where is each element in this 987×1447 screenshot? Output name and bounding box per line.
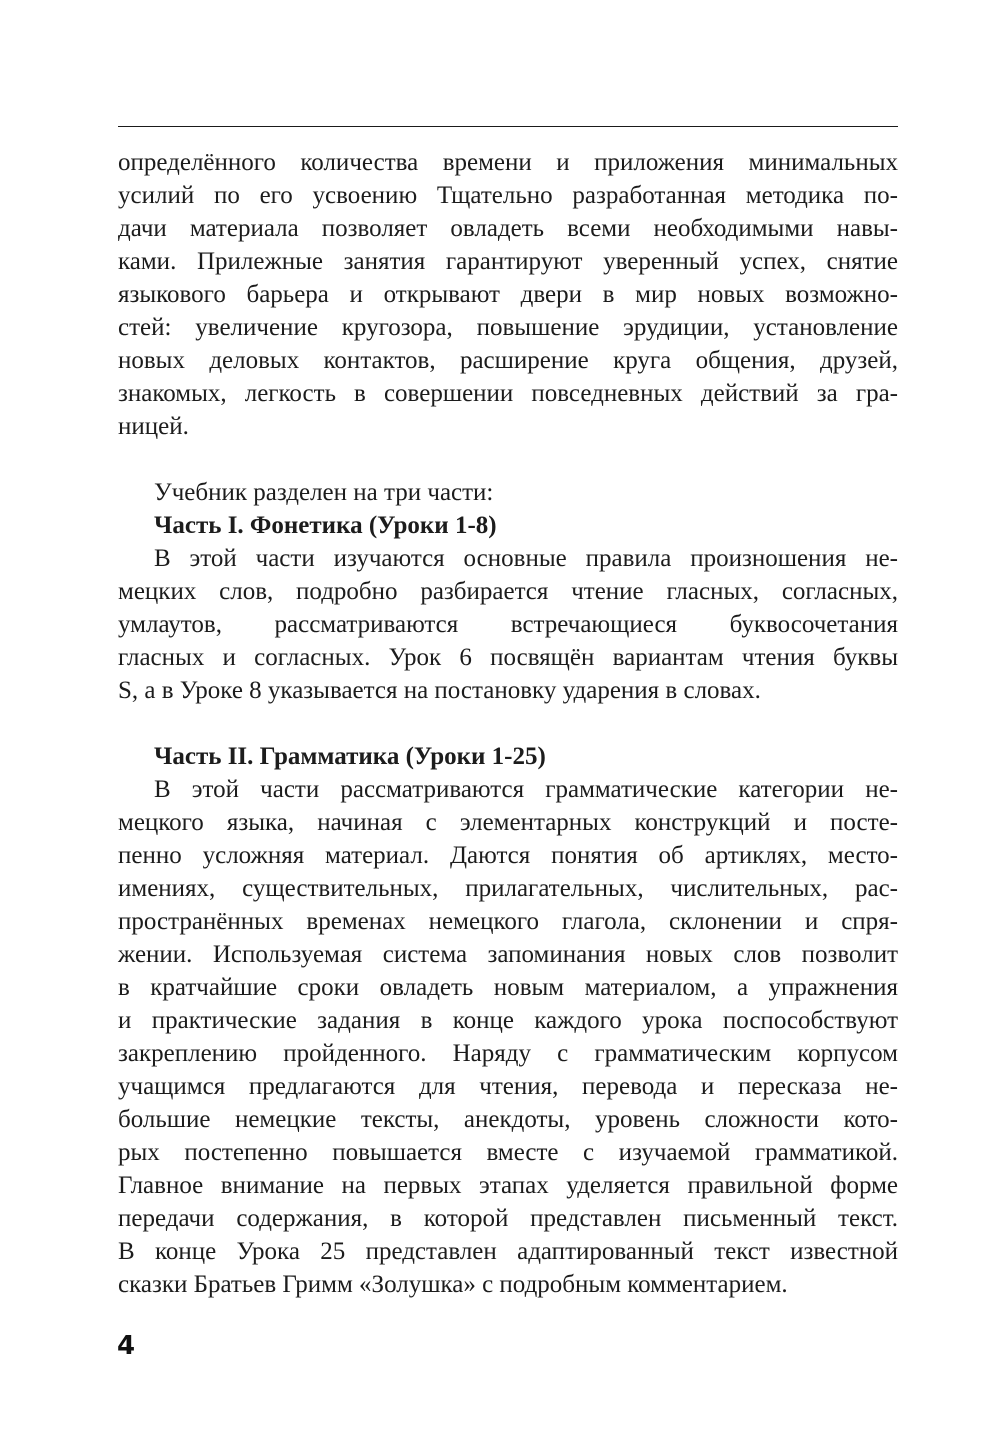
page-body — [118, 146, 898, 1301]
spacer — [118, 707, 898, 740]
text-line: передачи содержания, в которой представлен письменный текст. — [118, 1205, 898, 1232]
text-line: и практические задания в конце каждого урока поспособствуют — [118, 1007, 898, 1034]
text-line: мецкого языка, начиная с элементарных конструкций и посте- — [118, 809, 898, 836]
text-line: новых деловых контактов, расширение круга общения, друзей, — [118, 347, 898, 374]
text-line: большие немецкие тексты, анекдоты, уровень сложности кото- — [118, 1106, 898, 1133]
text-line: в кратчайшие сроки овладеть новым материалом, а упражнения — [118, 974, 898, 1001]
text-line: мецких слов, подробно разбирается чтение гласных, согласных, — [118, 578, 898, 605]
section-grammar — [118, 740, 898, 1301]
text-line: умлаутов, рассматриваются встречающиеся буквосочетания — [118, 611, 898, 638]
paragraph-intro — [118, 146, 898, 443]
text-line: закреплению пройденного. Наряду с грамматическим корпусом — [118, 1040, 898, 1067]
spacer — [118, 443, 898, 476]
text-line: гласных и согласных. Урок 6 посвящён вариантам чтения буквы — [118, 644, 898, 671]
section-heading: Часть I. Фонетика (Уроки 1-8) — [154, 512, 497, 539]
section-heading: Часть II. Грамматика (Уроки 1-25) — [154, 743, 546, 770]
text-line: пенно усложняя материал. Даются понятия об артиклях, место- — [118, 842, 898, 869]
text-line: жении. Используемая система запоминания новых слов позволит — [118, 941, 898, 968]
text-line: учащимся предлагаются для чтения, перевода и пересказа не- — [118, 1073, 898, 1100]
text-line: имениях, существительных, прилагательных, числительных, рас- — [118, 875, 898, 902]
text-line: S, а в Уроке 8 указывается на постановку ударения в словах. — [118, 677, 761, 704]
section-phonetics — [118, 509, 898, 707]
parts-intro: Учебник разделен на три части: — [154, 479, 494, 506]
text-line: определённого количества времени и приложения минимальных — [118, 149, 898, 176]
text-line: знакомых, легкость в совершении повседневных действий за гра- — [118, 380, 898, 407]
text-line: стей: увеличение кругозора, повышение эрудиции, установление — [118, 314, 898, 341]
text-line: языкового барьера и открывают двери в мир новых возможно- — [118, 281, 898, 308]
text-line: ницей. — [118, 413, 189, 440]
text-line: ками. Прилежные занятия гарантируют уверенный успех, снятие — [118, 248, 898, 275]
text-line: В конце Урока 25 представлен адаптированный текст известной — [118, 1238, 898, 1265]
text-line: усилий по его усвоению Тщательно разработанная методика по- — [118, 182, 898, 209]
text-line: пространённых временах немецкого глагола, склонении и спря- — [118, 908, 898, 935]
page-number: 4 — [117, 1331, 136, 1361]
text-line: Главное внимание на первых этапах уделяется правильной форме — [118, 1172, 898, 1199]
text-line: дачи материала позволяет овладеть всеми необходимыми навы- — [118, 215, 898, 242]
header-rule — [118, 126, 898, 127]
text-line: В этой части рассматриваются грамматические категории не- — [154, 776, 898, 803]
text-line: В этой части изучаются основные правила произношения не- — [154, 545, 898, 572]
text-line: сказки Братьев Гримм «Золушка» с подробным комментарием. — [118, 1271, 788, 1298]
text-line: рых постепенно повышается вместе с изучаемой грамматикой. — [118, 1139, 898, 1166]
